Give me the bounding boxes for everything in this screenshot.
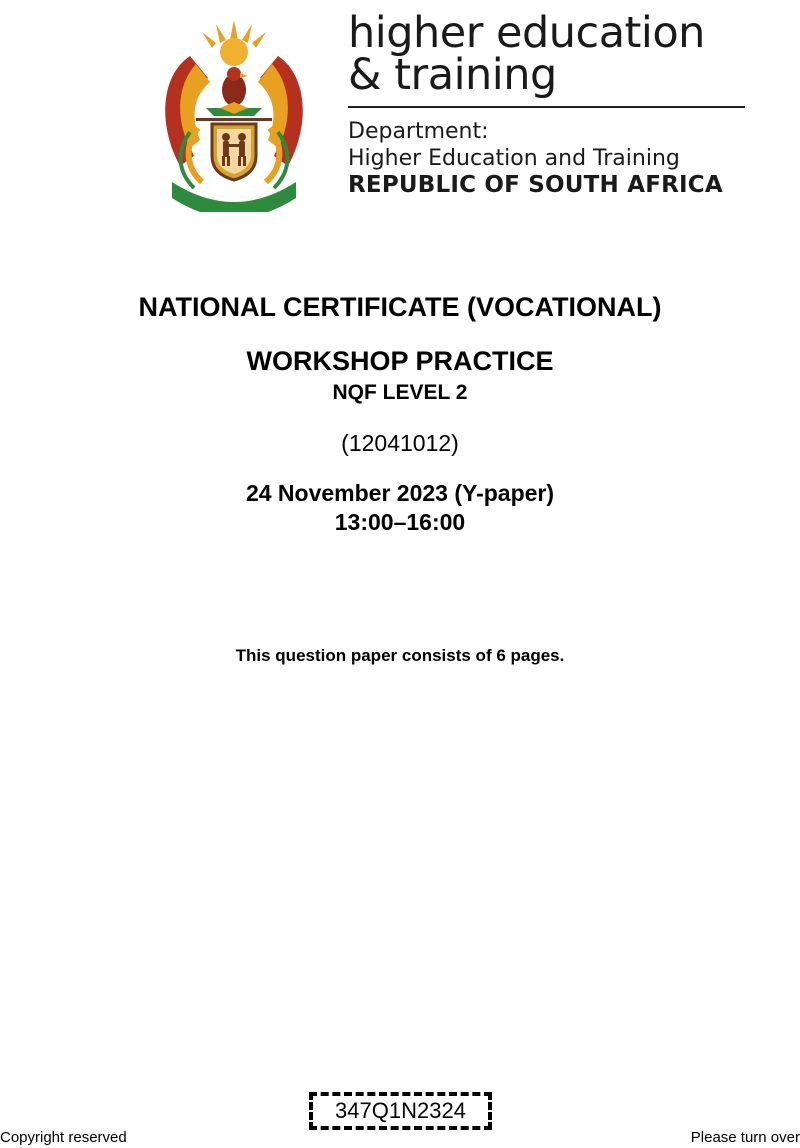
turn-over-notice: Please turn over bbox=[690, 1129, 800, 1146]
nqf-level: NQF LEVEL 2 bbox=[332, 381, 468, 404]
department-brand bbox=[348, 8, 748, 199]
exam-time: 13:00–16:00 bbox=[334, 509, 466, 535]
coat-of-arms-logo bbox=[150, 16, 318, 212]
paper-id-box bbox=[309, 1092, 492, 1130]
certificate-title: NATIONAL CERTIFICATE (VOCATIONAL) bbox=[138, 292, 662, 322]
page-count-note: This question paper consists of 6 pages. bbox=[235, 646, 565, 665]
brand-divider bbox=[348, 106, 745, 108]
brand-line-2: & training bbox=[348, 50, 557, 100]
subject-code: (12041012) bbox=[341, 430, 459, 456]
copyright-notice: Copyright reserved bbox=[0, 1129, 127, 1146]
country-name: REPUBLIC OF SOUTH AFRICA bbox=[348, 172, 723, 198]
department-name: Higher Education and Training bbox=[348, 146, 680, 171]
department-label: Department: bbox=[348, 119, 489, 144]
paper-id: 347Q1N2324 bbox=[335, 1098, 466, 1123]
subject-title: WORKSHOP PRACTICE bbox=[246, 346, 554, 376]
letterhead bbox=[0, 0, 800, 230]
exam-date: 24 November 2023 (Y-paper) bbox=[245, 480, 555, 506]
brand-line-1: higher education bbox=[348, 8, 705, 58]
crest-motto: !KE E: /XARRA //KE bbox=[192, 185, 276, 203]
